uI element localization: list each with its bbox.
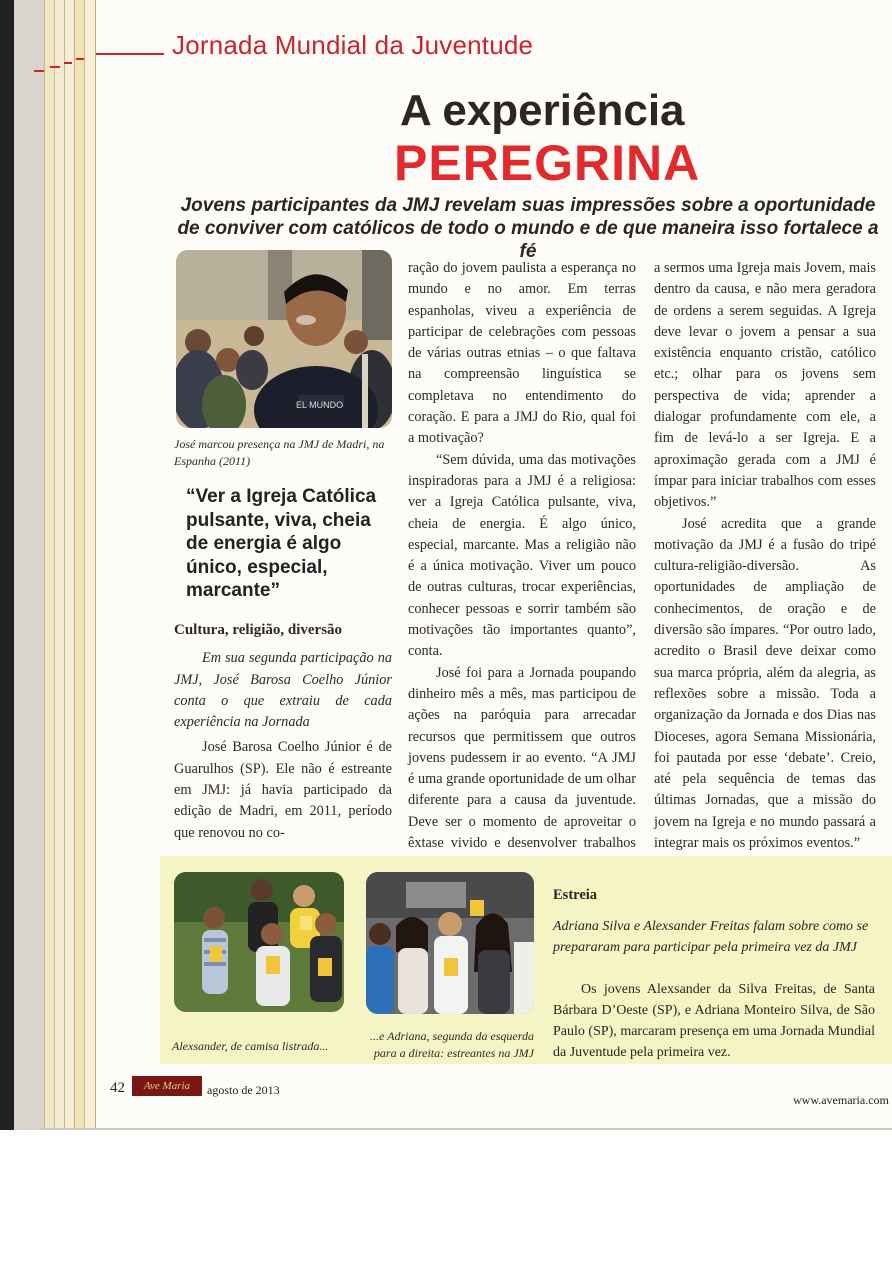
- headline-subtitle: Jovens participantes da JMJ revelam suas impressões sobre a oportunidade de conviver com católicos de todo o mundo e de que maneira isso fortalece a fé: [177, 195, 879, 262]
- page-stack-edge: [44, 0, 54, 1130]
- box-body: Os jovens Alexsander da Silva Freitas, de Santa Bárbara D’Oeste (SP), e Adriana Monteiro Silva, de São Paulo (SP), marcaram presença em uma Jornada Mundial da Juventude pela primeira vez.: [553, 982, 875, 1060]
- page-stack-edge: [54, 0, 64, 1130]
- headline-line1: A experiência: [400, 86, 685, 135]
- photo-jose-caption: José marcou presença na JMJ de Madri, na Espanha (2011): [174, 437, 385, 468]
- box-heading: Estreia: [553, 887, 598, 903]
- section-rule: [96, 53, 164, 55]
- pull-quote: “Ver a Igreja Católica pulsante, viva, cheia de energia é algo único, especial, marcante”: [186, 486, 377, 601]
- shirt-text: EL MUNDO: [296, 400, 344, 410]
- article-deck: Em sua segunda participação na JMJ, José Barosa Coelho Júnior conta o que extraiu de cada experiência na Jornada: [174, 650, 392, 731]
- article-column-1: [174, 620, 392, 844]
- article-subheading: Cultura, religião, diversão: [174, 622, 343, 638]
- photo-adriana-caption: ...e Adriana, segunda da esquerda para a direita: estreantes na JMJ: [370, 1029, 534, 1060]
- page-number: 42: [110, 1080, 125, 1096]
- article-paragraph: a sermos uma Igreja mais Jovem, mais dentro da causa, e não mera geradora de ordens a serem seguidas. A Igreja deve levar o jovem a pensar a sua existência enquanto cristão, católico etc.; olhar para os jovens sem perspectiva de vida; aprender a dialogar profundamente com ele, a fim de levá-lo a ser Igreja. E a aproximação gerada com a JMJ é ímpar para iniciar trabalhos com esses objetivos.”: [654, 260, 876, 511]
- box-deck: Adriana Silva e Alexsander Freitas falam sobre como se prepararam para participar pela primeira vez da JMJ: [553, 919, 869, 955]
- article-paragraph: José Barosa Coelho Júnior é de Guarulhos (SP). Ele não é estreante em JMJ: já havia participado da edição de Madri, em 2011, período que renovou no co-: [174, 739, 392, 841]
- photo-jose: [176, 250, 392, 428]
- photo-alexsander-illustration: [174, 872, 344, 1012]
- page-stack-edge: [74, 0, 84, 1130]
- headline-line2: PEREGRINA: [394, 135, 701, 191]
- photo-alexsander: [174, 872, 344, 1012]
- magazine-logo: Ave Maria: [132, 1076, 202, 1096]
- red-rule: [76, 58, 84, 60]
- page-stack-edge: [84, 0, 96, 1130]
- page-stack-edge: [14, 0, 44, 1130]
- red-rule: [64, 62, 72, 64]
- red-rule: [34, 70, 44, 72]
- page-stack-edge: [64, 0, 74, 1130]
- article-column-2: [408, 258, 636, 876]
- photo-jose-illustration: [176, 250, 392, 428]
- website-url: www.avemaria.com: [793, 1093, 889, 1107]
- photo-adriana: [366, 872, 534, 1014]
- scan-edge: [0, 0, 14, 1130]
- article-paragraph: José foi para a Jornada poupando dinheiro mês a mês, mas participou de ações na paróquia para arrecadar recursos que permitissem que outros jovens pudessem ir ao evento. “A JMJ é uma grande oportunidade de um olhar diferente para a causa da juventude. Deve ser o momento de aproveitar o êxtase vivido e desenvolver trabalhos: [408, 664, 636, 852]
- article-paragraph: José acredita que a grande motivação da JMJ é a fusão do tripé cultura-religião-diversão. As oportunidades de ampliação de conhecimentos, de oração e de diversão são ímpares. “Por outro lado, acredito o Brasil deve deixar como sua marca própria, além da alegria, as reflexões sobre a missão. Toda a organização da Jornada e dos Dias nas Dioceses, agora Semana Missionária, foi pautada por esse ‘debate’. Creio, até pela sequência de temas das últimas Jornadas, que a missão do jovem na Igreja e no mundo passará a integrar mais os próximos eventos.”: [654, 515, 876, 852]
- photo-alexsander-caption: Alexsander, de camisa listrada...: [172, 1039, 329, 1053]
- section-title: Jornada Mundial da Juventude: [172, 30, 534, 60]
- issue-date: agosto de 2013: [207, 1083, 280, 1097]
- scanner-bed: [0, 1130, 892, 1262]
- article-paragraph: ração do jovem paulista a esperança no mundo e no amor. Em terras espanholas, viveu a experiência de participar de celebrações com pessoas de várias outras etnias – o que faltava na compreensão linguística se completava no entendimento do coração. E para a JMJ do Rio, qual foi a motivação?: [408, 260, 636, 447]
- red-rule: [50, 66, 60, 68]
- photo-adriana-illustration: [366, 872, 534, 1014]
- article-column-3: [654, 258, 876, 854]
- article-paragraph: “Sem dúvida, uma das motivações inspiradoras para a JMJ é a religiosa: ver a Igreja Católica pulsante, viva, cheia de energia. É algo único, especial, marcante. Mas a religião não é a única motivação. Viver um pouco de outras culturas, trocar experiências, conhecer pessoas e sorrir também são motivações tão importantes quanto”, conta.: [408, 451, 636, 660]
